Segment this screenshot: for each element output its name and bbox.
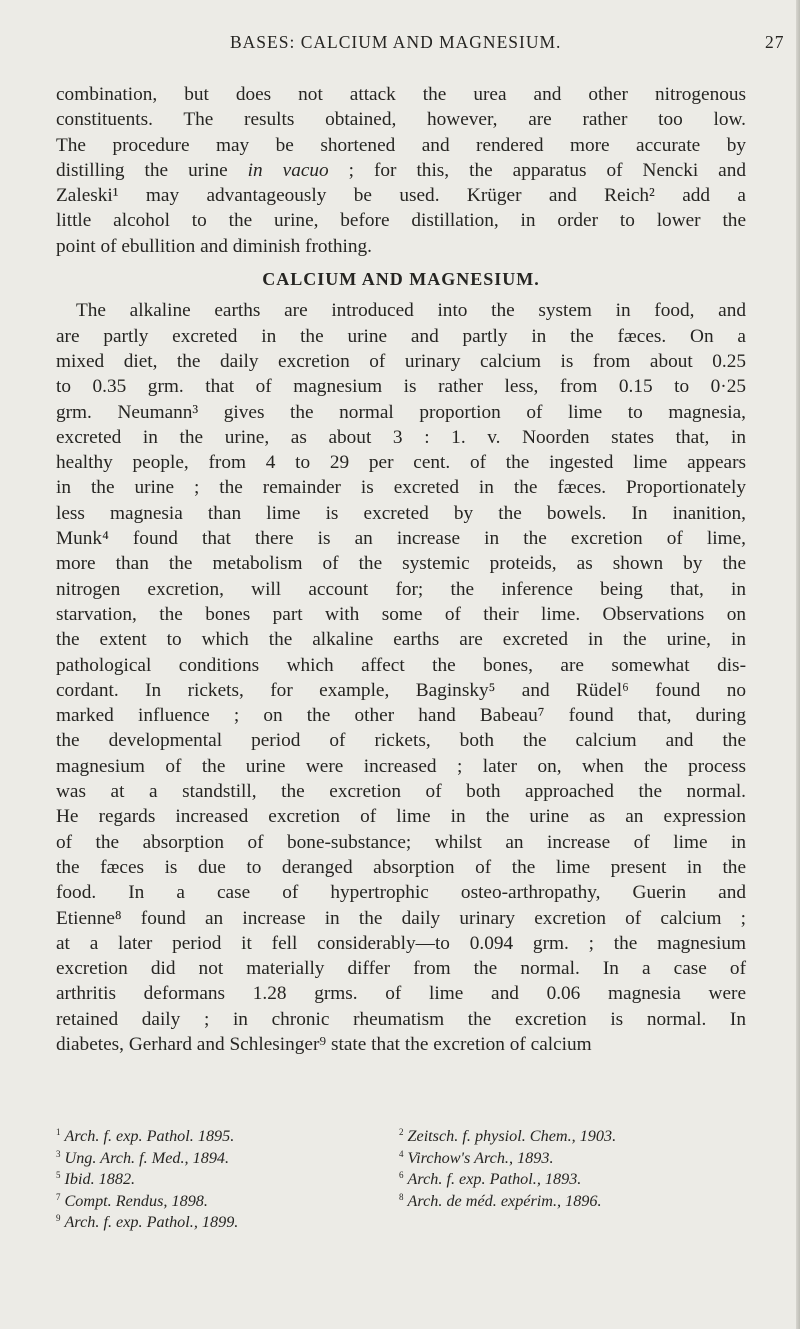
text-line: arthritis deformans 1.28 grms. of lime and 0.06 magnesia were	[56, 983, 746, 1005]
text-line: the developmental period of rickets, both the calcium and the	[56, 730, 746, 752]
text-line: retained daily ; in chronic rheumatism the excretion is normal. In	[56, 1008, 746, 1030]
text-line: healthy people, from 4 to 29 per cent. of the ingested lime appears	[56, 452, 746, 474]
text-line: pathological conditions which affect the bones, are somewhat dis-	[56, 654, 746, 676]
footnote-row	[56, 1212, 756, 1234]
text-line: He regards increased excretion of lime in the urine as an expression	[56, 806, 746, 828]
text-line: less magnesia than lime is excreted by the bowels. In inanition,	[56, 502, 746, 524]
section-paragraph	[56, 298, 746, 1057]
text-line: to 0.35 grm. that of magnesium is rather less, from 0.15 to 0·25	[56, 376, 746, 398]
text-line: are partly excreted in the urine and partly in the fæces. On a	[56, 325, 746, 347]
footnote-4: $^4$ Virchow's Arch., 1893.	[399, 1148, 554, 1167]
text-line: diabetes, Gerhard and Schlesinger⁹ state that the excretion of calcium	[56, 1033, 592, 1055]
text-line: magnesium of the urine were increased ; later on, when the process	[56, 755, 746, 777]
footnote-3: $^3$ Ung. Arch. f. Med., 1894.	[56, 1148, 230, 1167]
footnote-row	[56, 1148, 756, 1170]
text-line: of the absorption of bone-substance; whilst an increase of lime in	[56, 831, 746, 853]
page-number: 27	[765, 32, 785, 52]
text-line: grm. Neumann³ gives the normal proportion of lime to magnesia,	[56, 401, 746, 423]
footnotes	[56, 1126, 756, 1234]
running-head-title: BASES: CALCIUM AND MAGNESIUM.	[230, 32, 562, 52]
footnote-1: $^1$ Arch. f. exp. Pathol. 1895.	[56, 1127, 235, 1145]
footnote-5: $^5$ Ibid. 1882.	[56, 1170, 136, 1189]
footnote-6: $^6$ Arch. f. exp. Pathol., 1893.	[399, 1170, 582, 1189]
body-text	[56, 82, 746, 1057]
text-line: at a later period it fell considerably—to 0.094 grm. ; the magnesium	[56, 932, 746, 954]
text-line: constituents. The results obtained, however, are rather too low.	[56, 109, 746, 131]
text-line: more than the metabolism of the systemic proteids, as shown by the	[56, 553, 746, 575]
text-line: Munk⁴ found that there is an increase in the excretion of lime,	[56, 528, 746, 550]
text-line: was at a standstill, the excretion of both approached the normal.	[56, 781, 746, 803]
text-line: point of ebullition and diminish frothing.	[56, 235, 372, 257]
text-line: nitrogen excretion, will account for; the inference being that, in	[56, 578, 746, 600]
page-edge-shadow	[796, 0, 800, 1329]
section-heading: CALCIUM AND MAGNESIUM.	[262, 269, 540, 290]
footnote-8: $^8$ Arch. de méd. expérim., 1896.	[399, 1191, 602, 1210]
intro-paragraph	[56, 82, 746, 259]
footnote-7: $^7$ Compt. Rendus, 1898.	[56, 1191, 208, 1210]
text-line: little alcohol to the urine, before distillation, in order to lower the	[56, 210, 746, 232]
footnote-9: $^9$ Arch. f. exp. Pathol., 1899.	[56, 1213, 239, 1232]
text-line: distilling the urine in vacuo ; for this, the apparatus of Nencki and	[56, 159, 747, 181]
text-line: The procedure may be shortened and rendered more accurate by	[56, 134, 746, 156]
text-line: Zaleski¹ may advantageously be used. Krüger and Reich² add a	[56, 185, 746, 207]
text-line: Etienne⁸ found an increase in the daily urinary excretion of calcium ;	[56, 907, 746, 929]
text-line: cordant. In rickets, for example, Baginsky⁵ and Rüdel⁶ found no	[56, 679, 746, 701]
text-line: excretion did not materially differ from the normal. In a case of	[56, 958, 746, 980]
text-line: mixed diet, the daily excretion of urinary calcium is from about 0.25	[56, 350, 746, 372]
text-line: excreted in the urine, as about 3 : 1. v. Noorden states that, in	[56, 426, 746, 448]
text-line: food. In a case of hypertrophic osteo-arthropathy, Guerin and	[56, 882, 746, 904]
footnote-row	[56, 1169, 756, 1191]
text-line: combination, but does not attack the urea and other nitrogenous	[56, 84, 746, 105]
footnote-row	[56, 1126, 756, 1148]
text-line: the extent to which the alkaline earths are excreted in the urine, in	[56, 629, 746, 651]
text-line: The alkaline earths are introduced into the system in food, and	[76, 300, 746, 322]
footnote-row	[56, 1191, 756, 1213]
text-line: starvation, the bones part with some of their lime. Observations on	[56, 603, 746, 625]
text-line: marked influence ; on the other hand Babeau⁷ found that, during	[56, 705, 746, 727]
footnote-2: $^2$ Zeitsch. f. physiol. Chem., 1903.	[399, 1127, 617, 1145]
text-line: in the urine ; the remainder is excreted in the fæces. Proportionately	[56, 477, 746, 499]
text-line: the fæces is due to deranged absorption of the lime present in the	[56, 856, 746, 878]
